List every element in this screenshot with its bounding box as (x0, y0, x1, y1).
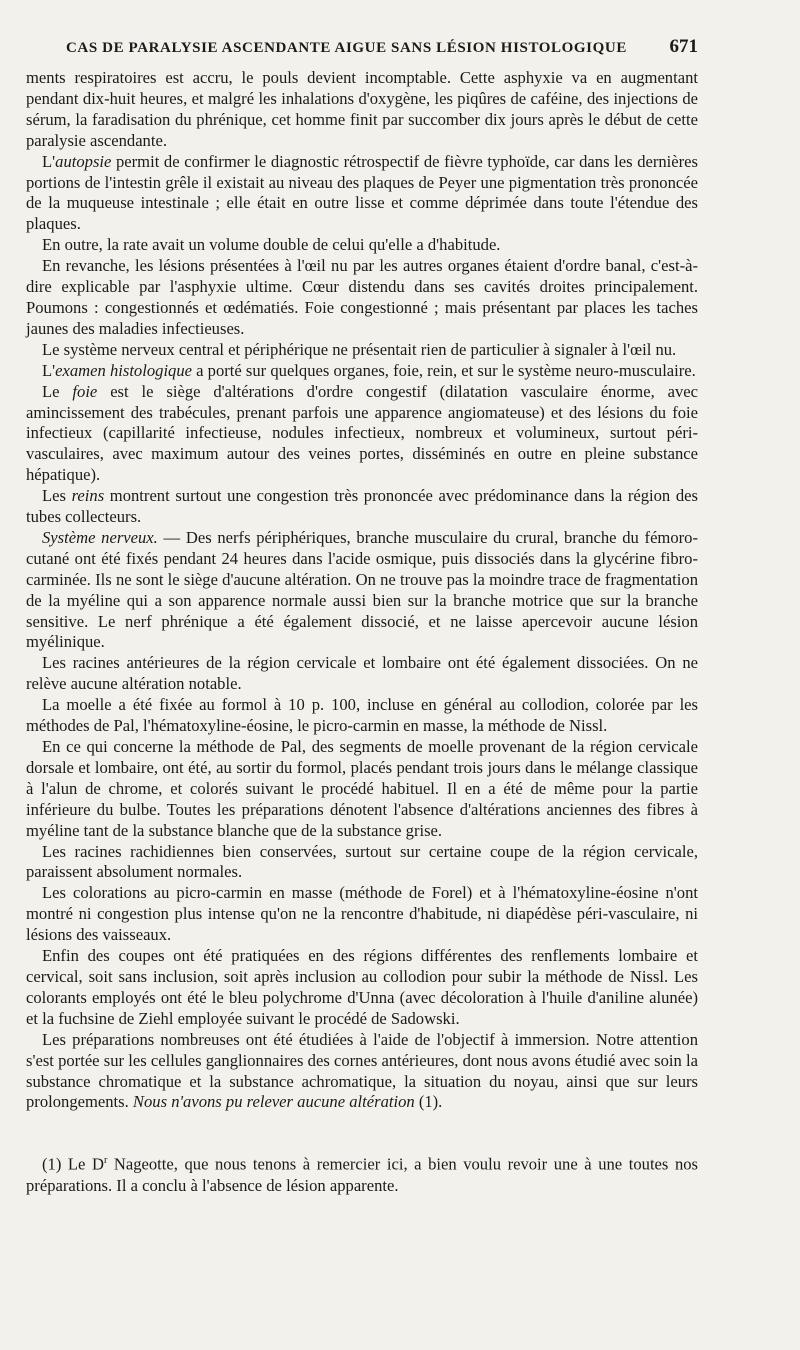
text-run: a porté sur quelques organes, foie, rein, et sur le système neuro-musculaire. (192, 360, 696, 380)
italic-phrase: Nous n'avons pu relever aucune altération (132, 1092, 415, 1112)
text-run: montrent surtout une congestion très prononcée avec prédominance dans la région des tubes collecteurs. (26, 486, 698, 527)
text-run: L' (42, 360, 56, 380)
paragraph (26, 68, 698, 152)
text-run: (1). (414, 1092, 443, 1112)
paragraph (26, 695, 698, 737)
running-title: CAS DE PARALYSIE ASCENDANTE AIGUE SANS LÉSION HISTOLOGIQUE (66, 40, 627, 56)
footnote-text: Nageotte, que nous tenons à remercier ici, a bien voulu revoir une à une toutes nos préparations. Il a conclu à l'absence de lésion apparente. (26, 1154, 698, 1195)
paragraph (26, 1030, 698, 1114)
paragraph (26, 361, 698, 382)
text-run: Les racines rachidiennes bien conservées, surtout sur certaine coupe de la région cervicale, paraissent absolument normales. (26, 841, 698, 882)
text-run: En revanche, les lésions présentées à l'œil nu par les autres organes étaient d'ordre banal, c'est-à-dire explicable par l'asphyxie ultime. Cœur distendu dans ses cavités droites principalement. Poumons : congestionnés et œdématiés. Foie congestionné ; mais présentant par places les taches jaunes des maladies infectieuses. (26, 256, 698, 338)
footnote-superscript: r (103, 1155, 108, 1167)
text-run: Les colorations au picro-carmin en masse (méthode de Forel) et à l'hématoxyline-éosine n'ont montré ni congestion plus intense qu'on ne la rencontre d'habitude, ni diapédèse péri-vasculaire, ni lésions des vaisseaux. (26, 883, 698, 945)
paragraph (26, 528, 698, 653)
paragraph (26, 486, 698, 528)
text-run: Les préparations nombreuses ont été étudiées à l'aide de l'objectif à immersion. Notre attention s'est portée sur les cellules ganglionnaires des cornes antérieures, dont nous avons étudié avec soin la substance chromatique et la substance achromatique, la situation du noyau, ainsi que sur leurs prolongements. (26, 1029, 698, 1112)
text-run: La moelle a été fixée au formol à 10 p. 100, incluse en général au collodion, colorée par les méthodes de Pal, l'hématoxyline-éosine, le picro-carmin en masse, la méthode de Nissl. (26, 695, 698, 736)
paragraph (26, 946, 698, 1030)
text-run: ments respiratoires est accru, le pouls devient incomptable. Cette asphyxie va en augmentant pendant dix-huit heures, et malgré les inhalations d'oxygène, les piqûres de caféine, des injections de sérum, la faradisation du phrénique, cet homme finit par succomber dix jours après le début de cette paralysie ascendante. (26, 68, 698, 150)
text-run: Le système nerveux central et périphérique ne présentait rien de particulier à signaler à l'œil nu. (42, 339, 677, 359)
running-header (26, 36, 698, 58)
page-number: 671 (669, 36, 698, 57)
text-run: Le (42, 381, 73, 401)
text-run: Les (42, 486, 72, 506)
italic-phrase: reins (71, 486, 105, 506)
paragraph (26, 256, 698, 340)
italic-phrase: foie (72, 381, 98, 401)
paragraph (26, 235, 698, 256)
page (26, 36, 698, 1197)
paragraph (26, 842, 698, 884)
text-run: Les racines antérieures de la région cervicale et lombaire ont été également dissociées. On ne relève aucune altération notable. (26, 653, 698, 694)
text-run: L' (42, 151, 56, 171)
text-run: — Des nerfs périphériques, branche musculaire du crural, branche du fémoro-cutané ont été fixés pendant 24 heures dans l'acide osmique, puis dissociés dans la glycérine fibro-carminée. Ils ne sont le siège d'aucune altération. On ne trouve pas la moindre trace de fragmentation de la myéline qui a son apparence normale aussi bien sur la branche motrice que sur la branche sensitive. Le nerf phrénique a été également dissocié, et ne laisse apercevoir aucune lésion myélinique. (26, 527, 698, 652)
paragraph (26, 382, 698, 487)
paragraph (26, 653, 698, 695)
text-run: Enfin des coupes ont été pratiquées en des régions différentes des renflements lombaire et cervical, soit sans inclusion, soit après inclusion au collodion pour subir la méthode de Nissl. Les colorants employés ont été le bleu polychrome d'Unna (avec décoloration à l'huile d'aniline alunée) et la fuchsine de Ziehl employée suivant le procédé de Sadowski. (26, 946, 698, 1028)
italic-phrase: Système nerveux. (42, 527, 158, 547)
paragraph (26, 737, 698, 842)
paragraph (26, 152, 698, 236)
paragraph (26, 883, 698, 946)
paragraph (26, 340, 698, 361)
footnote-marker: (1) Le D (42, 1154, 104, 1174)
italic-phrase: autopsie (55, 151, 112, 171)
text-run: En ce qui concerne la méthode de Pal, des segments de moelle provenant de la région cervicale dorsale et lombaire, ont été, au sortir du formol, placés pendant trois jours dans le mélange classique à l'alun de chrome, et colorés suivant le procédé habituel. Il en a été de même pour la partie inférieure du bulbe. Toutes les préparations dénotent l'absence d'altérations anciennes des fibres à myéline tant de la substance blanche que de la substance grise. (26, 737, 698, 840)
text-run: permit de confirmer le diagnostic rétrospectif de fièvre typhoïde, car dans les dernières portions de l'intestin grêle il existait au niveau des plaques de Peyer une pigmentation très prononcée de la muqueuse intestinale ; elle était en outre lisse et comme déprimée dans toute l'étendue des plaques. (26, 151, 698, 234)
text-run: En outre, la rate avait un volume double de celui qu'elle a d'habitude. (42, 235, 501, 255)
footnote (26, 1151, 698, 1196)
text-run: est le siège d'altérations d'ordre congestif (dilatation vasculaire énorme, avec amincissement des trabécules, prenant parfois une apparence angiomateuse) et des lésions du foie infectieux (capillarité infectieuse, nodules infectieux, nombreux et volumineux, surtout péri-vasculaires, avec maximum autour des veines portes, disséminés en outre en pleine substance hépatique). (26, 381, 699, 485)
italic-phrase: examen histologique (55, 360, 193, 380)
body-text (26, 68, 698, 1113)
